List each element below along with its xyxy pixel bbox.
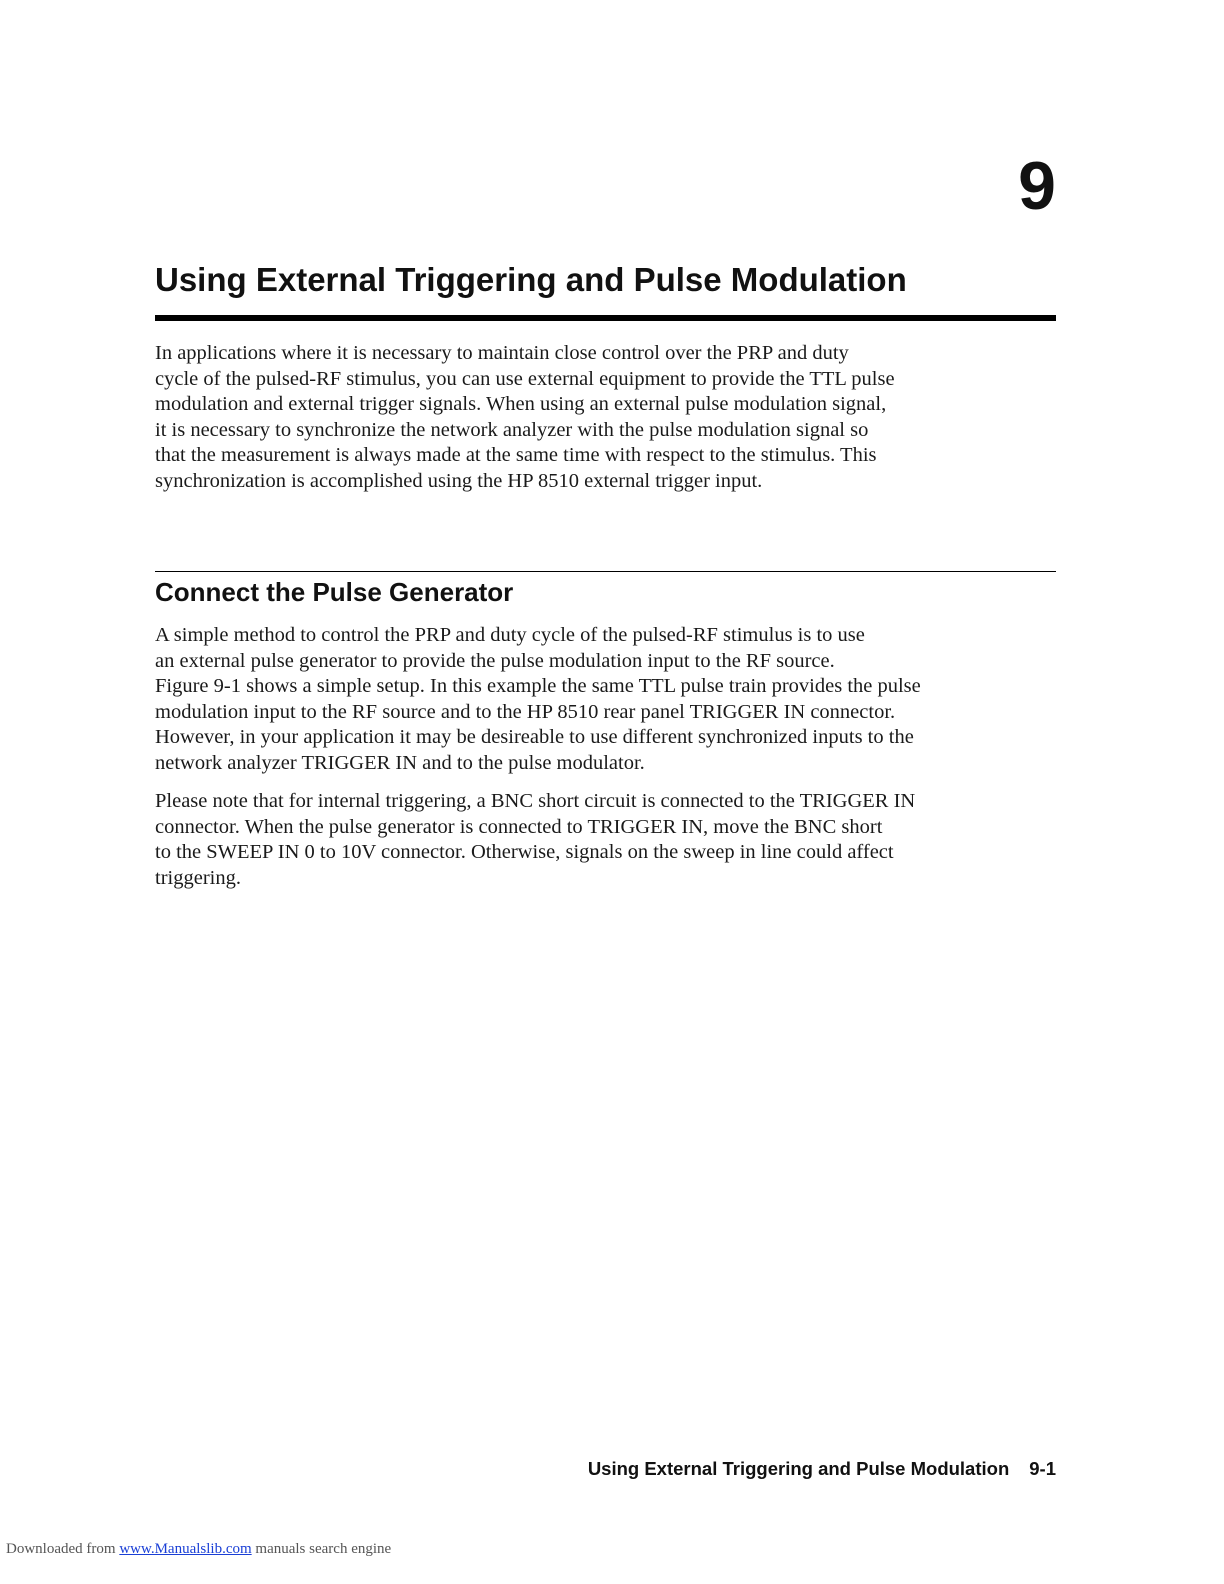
text-line: it is necessary to synchronize the network analyzer with the pulse modulation signal so: [155, 418, 869, 441]
text-line: that the measurement is always made at the same time with respect to the stimulus. This: [155, 444, 877, 467]
text-line: to the SWEEP IN 0 to 10V connector. Otherwise, signals on the sweep in line could affect: [155, 841, 894, 864]
chapter-number: 9: [1018, 148, 1056, 224]
section-paragraph-1: [155, 623, 1056, 777]
text-line: modulation and external trigger signals. When using an external pulse modulation signal,: [155, 393, 887, 416]
text-line: synchronization is accomplished using the HP 8510 external trigger input.: [155, 469, 763, 492]
chapter-title: Using External Triggering and Pulse Modulation: [155, 261, 907, 298]
manualslib-link[interactable]: www.Manualslib.com: [119, 1541, 252, 1557]
download-suffix: manuals search engine: [255, 1541, 392, 1557]
page-number: 9-1: [1029, 1458, 1056, 1479]
section-rule: [155, 571, 1056, 572]
download-prefix: Downloaded from: [6, 1541, 116, 1557]
text-line: Figure 9-1 shows a simple setup. In this example the same TTL pulse train provides the pulse: [155, 675, 921, 698]
text-line: network analyzer TRIGGER IN and to the pulse modulator.: [155, 751, 645, 774]
text-line: cycle of the pulsed-RF stimulus, you can use external equipment to provide the TTL pulse: [155, 367, 895, 390]
section-title: Connect the Pulse Generator: [155, 577, 514, 607]
text-line: However, in your application it may be desireable to use different synchronized inputs to the: [155, 726, 914, 749]
page-footer: [588, 1458, 1056, 1480]
title-rule: [155, 315, 1056, 321]
text-line: Please note that for internal triggering, a BNC short circuit is connected to the TRIGGER IN: [155, 790, 916, 812]
text-line: an external pulse generator to provide the pulse modulation input to the RF source.: [155, 649, 835, 672]
text-line: connector. When the pulse generator is connected to TRIGGER IN, move the BNC short: [155, 815, 883, 838]
text-line: triggering.: [155, 866, 241, 889]
text-line: In applications where it is necessary to maintain close control over the PRP and duty: [155, 342, 849, 364]
download-note: [6, 1541, 391, 1558]
footer-running-title: Using External Triggering and Pulse Modulation: [587, 1458, 1010, 1479]
section-paragraph-2: [155, 789, 1056, 891]
text-line: A simple method to control the PRP and duty cycle of the pulsed-RF stimulus is to use: [155, 624, 865, 646]
text-line: modulation input to the RF source and to the HP 8510 rear panel TRIGGER IN connector.: [155, 700, 896, 723]
intro-paragraph: [155, 341, 1056, 495]
